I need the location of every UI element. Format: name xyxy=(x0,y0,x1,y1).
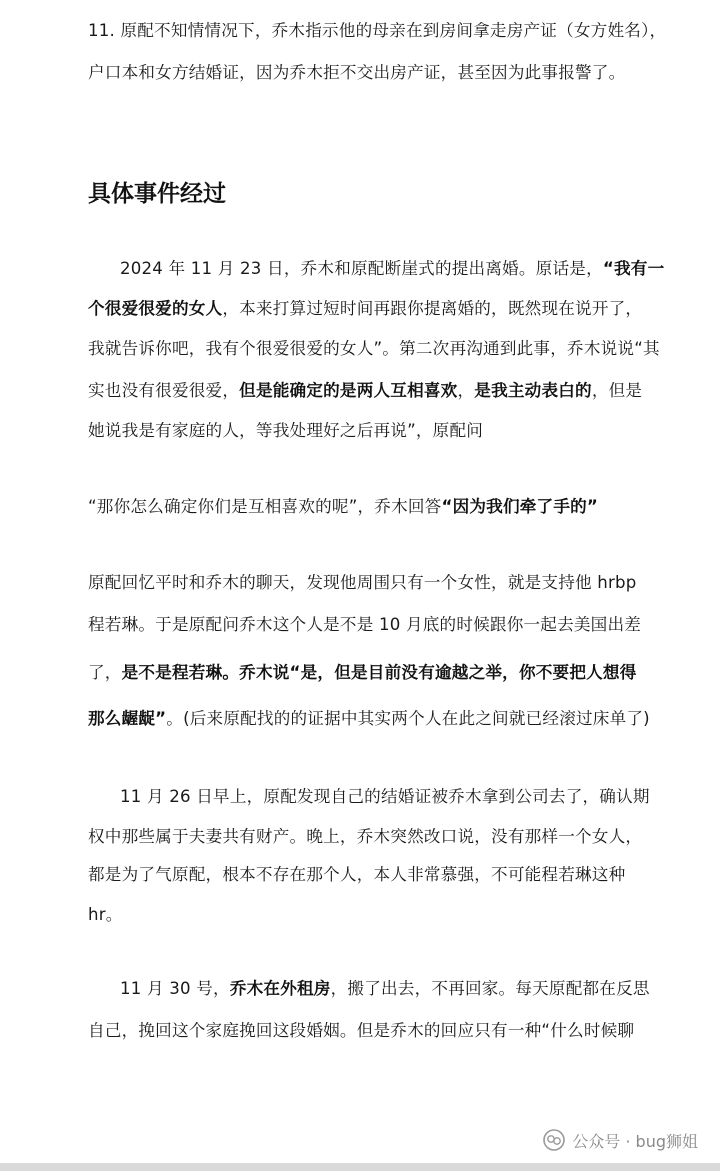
para3-line-4 xyxy=(88,708,650,730)
para1-line-3: 我就告诉你吧，我有个很爱很爱的女人”。第二次再沟通到此事，乔木说说“其 xyxy=(88,339,660,358)
para1-text: 2024 年 11 月 23 日，乔木和原配断崖式的提出离婚。原话是， xyxy=(120,259,603,278)
para1-line-4 xyxy=(88,380,642,402)
para3-text: 了， xyxy=(88,663,122,682)
section-heading: 具体事件经过 xyxy=(88,181,226,207)
para5-text: ，搬了出去，不再回家。每天原配都在反思 xyxy=(330,979,650,998)
para1-text: 实也没有很爱很爱， xyxy=(88,381,240,400)
para1-text: ，本来打算过短时间再跟你提离婚的，既然现在说开了， xyxy=(222,299,643,318)
bottom-edge-strip xyxy=(0,1163,720,1171)
para2-text: “那你怎么确定你们是互相喜欢的呢”，乔木回答 xyxy=(88,497,442,516)
para4-line-2: 权中那些属于夫妻共有财产。晚上，乔木突然改口说，没有那样一个女人， xyxy=(88,827,643,846)
para1-bold-confess: 是我主动表白的 xyxy=(474,381,592,400)
para1-bold-woman: 个很爱很爱的女人 xyxy=(88,299,223,318)
para5-text: 11 月 30 号， xyxy=(120,979,230,998)
para3-line-3 xyxy=(88,662,637,684)
para3-text: 。(后来原配找的的证据中其实两个人在此之间就已经滚过床单了) xyxy=(166,709,650,728)
watermark-text: 公众号 · bug狮姐 xyxy=(572,1131,698,1151)
para1-bold-mutual: 但是能确定的是两人互相喜欢 xyxy=(239,381,458,400)
para3-bold-quote: 是不是程若琳。乔木说“是，但是目前没有逾越之举，你不要把人想得 xyxy=(121,663,637,682)
item-11-line-2: 户口本和女方结婚证，因为乔木拒不交出房产证，甚至因为此事报警了。 xyxy=(88,63,626,82)
para4-line-3: 都是为了气原配，根本不存在那个人，本人非常慕强，不可能程若琳这种 xyxy=(88,865,626,884)
item-11-line-1: 11. 原配不知情情况下，乔木指示他的母亲在到房间拿走房产证（女方姓名）， xyxy=(88,21,667,40)
para1-bold-quote-start: “我有一 xyxy=(602,259,665,278)
para2-bold-answer: “因为我们牵了手的” xyxy=(441,497,599,516)
para5-bold-rent: 乔木在外租房 xyxy=(229,979,331,998)
para1-line-2 xyxy=(88,298,642,320)
para3-bold-quote-end: 那么龌龊” xyxy=(88,709,167,728)
para2-line-1 xyxy=(88,496,598,518)
watermark xyxy=(542,1128,698,1152)
para4-line-4: hr。 xyxy=(88,905,123,924)
para1-text: ，但是 xyxy=(591,381,643,400)
para5-line-2: 自己，挽回这个家庭挽回这段婚姻。但是乔木的回应只有一种“什么时候聊 xyxy=(88,1021,635,1040)
para1-line-1 xyxy=(120,258,664,280)
para1-comma: ， xyxy=(457,381,475,400)
para3-line-2: 程若琳。于是原配问乔木这个人是不是 10 月底的时候跟你一起去美国出差 xyxy=(88,615,642,634)
para5-line-1 xyxy=(120,978,650,1000)
para3-line-1: 原配回忆平时和乔木的聊天，发现他周围只有一个女性，就是支持他 hrbp xyxy=(88,573,637,592)
para4-line-1: 11 月 26 日早上，原配发现自己的结婚证被乔木拿到公司去了，确认期 xyxy=(120,787,650,806)
wechat-official-account-icon xyxy=(542,1128,566,1152)
para1-line-5: 她说我是有家庭的人，等我处理好之后再说”，原配问 xyxy=(88,421,484,440)
